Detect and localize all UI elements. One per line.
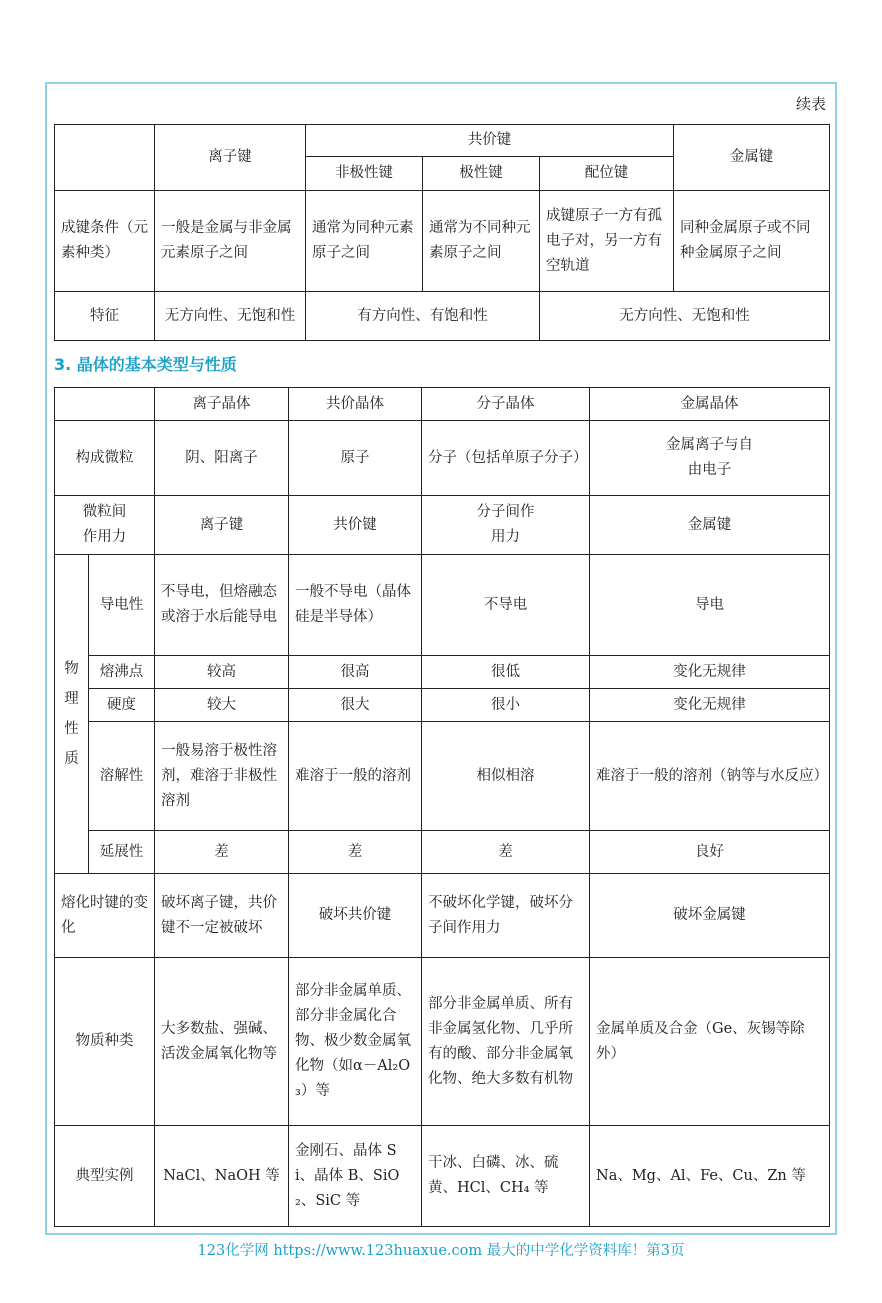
- table-cell: 一般是金属与非金属元素原子之间: [155, 191, 306, 292]
- table-cell: 共价键: [289, 496, 422, 555]
- table-cell: 金属单质及合金（Ge、灰锡等除外）: [590, 958, 830, 1126]
- corner-cell: [55, 125, 155, 191]
- table-cell: 无方向性、无饱和性: [540, 292, 830, 341]
- table-cell: 不破坏化学键，破坏分子间作用力: [422, 874, 590, 958]
- table-cell: 变化无规律: [590, 689, 830, 722]
- table-cell: 差: [422, 831, 590, 874]
- header-covalent-crystal: 共价晶体: [289, 388, 422, 421]
- header-metallic-crystal: 金属晶体: [590, 388, 830, 421]
- table-cell: 变化无规律: [590, 656, 830, 689]
- table-cell: 很高: [289, 656, 422, 689]
- row-label: 构成微粒: [55, 421, 155, 496]
- table-cell: 差: [155, 831, 289, 874]
- corner-cell: [55, 388, 155, 421]
- row-label: 成键条件（元素种类）: [55, 191, 155, 292]
- table-cell: 阴、阳离子: [155, 421, 289, 496]
- row-label: 微粒间作用力: [55, 496, 155, 555]
- table-cell: 同种金属原子或不同种金属原子之间: [674, 191, 830, 292]
- table-cell: 很大: [289, 689, 422, 722]
- table-cell: 差: [289, 831, 422, 874]
- header-nonpolar: 非极性键: [306, 157, 423, 191]
- row-label: 硬度: [89, 689, 155, 722]
- table-cell: 很小: [422, 689, 590, 722]
- table-cell: 通常为不同种元素原子之间: [423, 191, 540, 292]
- table-cell: 一般不导电（晶体硅是半导体）: [289, 555, 422, 656]
- table-cell: 较高: [155, 656, 289, 689]
- table-cell: 有方向性、有饱和性: [306, 292, 540, 341]
- row-label: 特征: [55, 292, 155, 341]
- continued-label: 续表: [795, 95, 826, 113]
- row-label: 物质种类: [55, 958, 155, 1126]
- row-label: 熔沸点: [89, 656, 155, 689]
- table-cell: 较大: [155, 689, 289, 722]
- table-cell: 破坏离子键，共价键不一定被破坏: [155, 874, 289, 958]
- table-cell: 难溶于一般的溶剂: [289, 722, 422, 831]
- table-cell: 干冰、白磷、冰、硫黄、HCl、CH₄ 等: [422, 1126, 590, 1227]
- table-cell: 无方向性、无饱和性: [155, 292, 306, 341]
- table-cell: 离子键: [155, 496, 289, 555]
- bond-comparison-table: [54, 124, 830, 341]
- table-cell: 金属键: [590, 496, 830, 555]
- row-label: 典型实例: [55, 1126, 155, 1227]
- table-cell: 不导电: [422, 555, 590, 656]
- table-cell: 成键原子一方有孤电子对，另一方有空轨道: [540, 191, 674, 292]
- table-cell: 金属离子与自由电子: [590, 421, 830, 496]
- table-cell: 金刚石、晶体 Si、晶体 B、SiO₂、SiC 等: [289, 1126, 422, 1227]
- table-cell: 分子（包括单原子分子）: [422, 421, 590, 496]
- header-polar: 极性键: [423, 157, 540, 191]
- table-cell: 通常为同种元素原子之间: [306, 191, 423, 292]
- table-cell: 一般易溶于极性溶剂，难溶于非极性溶剂: [155, 722, 289, 831]
- table-cell: 部分非金属单质、所有非金属氢化物、几乎所有的酸、部分非金属氧化物、绝大多数有机物: [422, 958, 590, 1126]
- table-cell: 大多数盐、强碱、活泼金属氧化物等: [155, 958, 289, 1126]
- footer-text: 123化学网 https://www.123huaxue.com 最大的中学化学资料库！第3页: [197, 1243, 685, 1259]
- row-label: 导电性: [89, 555, 155, 656]
- table-cell: 原子: [289, 421, 422, 496]
- table-cell: 相似相溶: [422, 722, 590, 831]
- header-coordinate: 配位键: [540, 157, 674, 191]
- table-cell: 不导电，但熔融态或溶于水后能导电: [155, 555, 289, 656]
- table-cell: 分子间作用力: [422, 496, 590, 555]
- row-label: 熔化时键的变化: [55, 874, 155, 958]
- header-molecular-crystal: 分子晶体: [422, 388, 590, 421]
- table-cell: 导电: [590, 555, 830, 656]
- row-label: 溶解性: [89, 722, 155, 831]
- crystal-types-table: [54, 387, 830, 1227]
- table-cell: NaCl、NaOH 等: [155, 1126, 289, 1227]
- row-label: 延展性: [89, 831, 155, 874]
- header-covalent: 共价键: [306, 125, 674, 157]
- header-ionic-crystal: 离子晶体: [155, 388, 289, 421]
- table-cell: 破坏金属键: [590, 874, 830, 958]
- table-cell: 破坏共价键: [289, 874, 422, 958]
- table-cell: 部分非金属单质、部分非金属化合物、极少数金属氧化物（如α－Al₂O₃）等: [289, 958, 422, 1126]
- header-metallic: 金属键: [674, 125, 830, 191]
- table-cell: 很低: [422, 656, 590, 689]
- section-title: 3. 晶体的基本类型与性质: [54, 355, 237, 374]
- physical-properties-label: 物理性质: [55, 555, 89, 874]
- header-ionic: 离子键: [155, 125, 306, 191]
- table-cell: 难溶于一般的溶剂（钠等与水反应）: [590, 722, 830, 831]
- table-cell: Na、Mg、Al、Fe、Cu、Zn 等: [590, 1126, 830, 1227]
- table-cell: 良好: [590, 831, 830, 874]
